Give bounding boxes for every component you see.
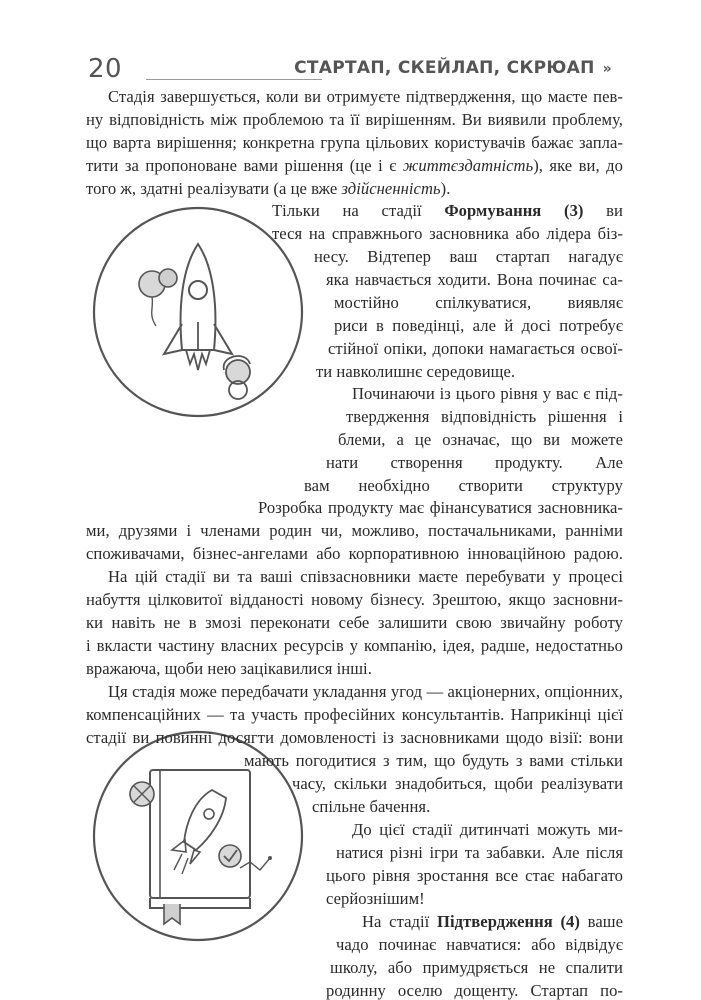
text-line: нати створення продукту. Але (326, 453, 623, 472)
text-line: блеми, а це означає, що ви можете (338, 430, 623, 449)
text-line: тити за пропоноване вами рішення (це і є життєздатність), яке ви, до (86, 156, 623, 175)
text-line: серйознішим! (326, 889, 425, 908)
text-line: цього рівня зростання все стає набагато (326, 866, 623, 885)
text-line: Стадія завершується, коли ви отримуєте підтвердження, що маєте пев- (108, 87, 623, 106)
text-line: і вкласти частину власних ресурсів у компанію, ідея, радше, недостатньо (86, 636, 623, 655)
running-title (294, 58, 612, 78)
text-line: чадо починає навчатися: або відвідує (336, 935, 623, 954)
text-line: школу, або примудряється не спалити (330, 958, 623, 977)
header-rule (146, 79, 322, 80)
text-line: спільне бачення. (312, 797, 431, 816)
text-line: теся на справжнього засновника або лідера біз- (272, 224, 623, 243)
text-line: ну відповідність між проблемою та її вирішенням. Ви виявили проблему, (86, 110, 623, 129)
text-line: твердження відповідність рішення і (346, 407, 623, 426)
text-line: Ця стадія може передбачати укладання угод — акціонерних, опціонних, (108, 682, 623, 701)
text-line: стійної опіки, допоки намагається освої- (328, 339, 623, 358)
text-line: мають погодитися з тим, що будуть з вами стільки (244, 751, 623, 770)
running-title-text: СТАРТАП, СКЕЙЛАП, СКРЮАП (294, 58, 595, 78)
text-line: ки навіть не в змозі переконати себе залишити свою звичайну роботу (86, 613, 623, 632)
text-line: На цій стадії ви та ваші співзасновники маєте перебувати у процесі (108, 567, 623, 586)
text-line: яка навчається ходити. Вона починає са- (326, 270, 623, 289)
text-line: риси в поведінці, але й досі потребує (334, 316, 623, 335)
text-line: родинну оселю дощенту. Стартап по- (326, 981, 623, 1000)
text-line: того ж, здатні реалізувати (а це вже здійсненність). (86, 179, 451, 198)
text-line: набуття цілковитої відданості новому бізнесу. Зрештою, якщо засновни- (86, 590, 623, 609)
text-line: Тільки на стадії Формування (3) ви (272, 201, 623, 220)
text-line: що варта вирішення; конкретна група цільових користувачів бажає запла- (86, 133, 623, 152)
text-line: ти навколишнє середовище. (316, 362, 516, 381)
page-number: 20 (88, 54, 123, 84)
text-line: До цієї стадії дитинчаті можуть ми- (352, 820, 623, 839)
text-line: компенсаційних — та участь професійних консультантів. Наприкінці цієї (86, 705, 623, 724)
text-line: натися різні ігри та забавки. Але після (336, 843, 623, 862)
text-line: мостійно спілкуватися, виявляє (334, 293, 623, 312)
text-line: вам необхідно створити структуру (304, 476, 623, 495)
text-line: На стадії Підтвердження (4) ваше (362, 912, 623, 931)
chevron-right-icon: » (602, 61, 612, 77)
text-line: несу. Відтепер ваш стартап нагадує (314, 247, 623, 266)
text-line: Починаючи із цього рівня у вас є під- (352, 384, 623, 403)
text-line: часу, скільки знадобиться, щоби реалізувати (292, 774, 623, 793)
text-line: споживачами, бізнес-ангелами або корпоративною інноваційною радою. (86, 544, 623, 563)
text-line: стадії ви повинні досягти домовленості із засновниками щодо візії: вони (86, 728, 623, 747)
text-line: вражаюча, щоби нею зацікавилися інші. (86, 659, 372, 678)
text-line: Розробка продукту має фінансуватися засновника- (258, 498, 623, 517)
text-line: ми, друзями і членами родин чи, можливо, постачальниками, ранніми (86, 521, 623, 540)
